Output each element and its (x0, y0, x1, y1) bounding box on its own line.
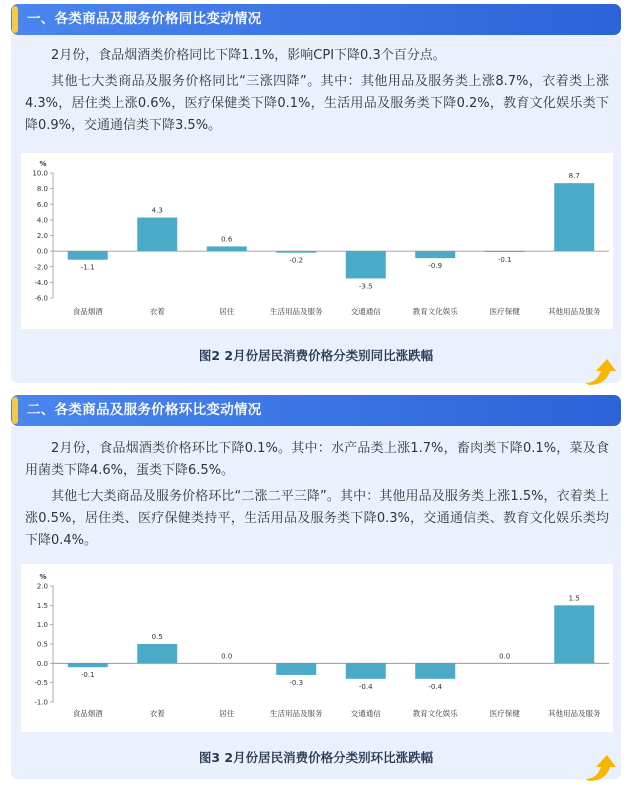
chart-yoy (21, 153, 613, 329)
chart-caption: 图2 2月份居民消费价格分类别同比涨跌幅 (198, 348, 434, 363)
bar (415, 251, 455, 258)
section-header (11, 4, 621, 35)
data-label: -0.4 (358, 682, 373, 691)
data-label: 0.5 (151, 633, 163, 641)
y-axis-unit: % (39, 160, 47, 168)
bar (68, 663, 108, 667)
category-label: 生活用品及服务 (270, 709, 323, 718)
data-label: -3.5 (358, 282, 373, 291)
y-axis-unit: % (39, 573, 47, 581)
data-label: 8.7 (568, 172, 580, 181)
data-label: -1.1 (80, 263, 95, 272)
y-tick-label: 4.0 (36, 216, 48, 225)
section-yoy (11, 4, 621, 383)
y-tick-label: 2.0 (36, 582, 48, 591)
arrow-up-icon (583, 357, 617, 387)
category-label: 居住 (219, 307, 235, 316)
chart-mom-svg (21, 564, 613, 732)
y-tick-label: -1.0 (34, 698, 48, 707)
paragraph: 其他七大类商品及服务价格环比“二涨二平三降”。其中：其他用品及服务类上涨1.5%，衣着类上涨0.5%，居住类、医疗保健类持平，生活用品及服务类下降0.3%，交通通信类、教育文化娱乐类均下降0.4%。 (25, 489, 609, 548)
bar (346, 663, 386, 678)
y-tick-label: 1.5 (36, 601, 48, 610)
y-tick-label: -0.5 (34, 679, 48, 688)
section-title: 一、各类商品及服务价格同比变动情况 (27, 11, 262, 27)
chart-mom (21, 564, 613, 732)
bar (415, 663, 455, 678)
data-label: -0.3 (289, 678, 304, 687)
section-card (11, 35, 621, 383)
data-label: -0.1 (80, 671, 95, 680)
y-tick-label: 10.0 (32, 169, 48, 178)
category-label: 其他用品及服务 (548, 307, 601, 316)
y-tick-label: -6.0 (34, 294, 48, 303)
data-label: 4.3 (151, 206, 163, 215)
y-tick-label: 0.5 (36, 640, 48, 649)
y-tick-label: 0.0 (36, 659, 48, 668)
category-label: 食品烟酒 (72, 709, 103, 718)
category-label: 其他用品及服务 (548, 709, 601, 718)
category-label: 衣着 (149, 709, 165, 718)
section-mom (11, 395, 621, 779)
arrow-up-icon (583, 753, 617, 783)
y-tick-label: -4.0 (34, 278, 48, 287)
y-tick-label: 1.0 (36, 621, 48, 630)
bar (137, 218, 177, 252)
category-label: 交通通信 (350, 307, 381, 316)
section-title: 二、各类商品及服务价格环比变动情况 (27, 402, 262, 418)
data-label: -0.1 (497, 255, 512, 264)
paragraph: 2月份，食品烟酒类价格环比下降0.1%。其中：水产品类上涨1.7%，畜肉类下降0.1%，菜及食用菌类下降4.6%，蛋类下降6.5%。 (25, 441, 609, 478)
section-header (11, 395, 621, 426)
bar (68, 251, 108, 260)
header-accent-bar (12, 6, 18, 33)
category-label: 教育文化娱乐 (412, 307, 458, 316)
y-tick-label: -2.0 (34, 263, 48, 272)
category-label: 居住 (219, 709, 235, 718)
data-label: 0.6 (221, 235, 233, 244)
bar (207, 246, 247, 251)
category-label: 医疗保健 (489, 709, 520, 718)
section-card (11, 426, 621, 779)
bar (276, 663, 316, 675)
category-label: 交通通信 (350, 709, 381, 718)
y-tick-label: 2.0 (36, 232, 48, 240)
bar (346, 251, 386, 278)
chart-caption: 图3 2月份居民消费价格分类别环比涨跌幅 (198, 750, 434, 765)
category-label: 医疗保健 (489, 307, 520, 316)
data-label: 0.0 (221, 652, 233, 661)
y-tick-label: 8.0 (36, 185, 48, 194)
category-label: 生活用品及服务 (270, 307, 323, 316)
category-label: 教育文化娱乐 (412, 709, 458, 718)
data-label: -0.9 (428, 262, 443, 271)
chart-yoy-svg (21, 153, 613, 329)
category-label: 食品烟酒 (72, 307, 103, 316)
bar (554, 183, 594, 251)
category-label: 衣着 (149, 307, 165, 316)
data-label: 1.5 (568, 594, 580, 603)
header-accent-bar (12, 397, 18, 424)
bar (276, 251, 316, 253)
y-tick-label: 0.0 (36, 247, 48, 256)
y-tick-label: 6.0 (36, 200, 48, 209)
bar (554, 605, 594, 663)
data-label: -0.2 (289, 256, 304, 265)
bar (137, 644, 177, 663)
paragraph: 其他七大类商品及服务价格同比“三涨四降”。其中：其他用品及服务类上涨8.7%，衣着类上涨4.3%，居住类上涨0.6%，医疗保健类下降0.1%，生活用品及服务类下降0.2%，教育文化娱乐类下降0.9%，交通通信类下降3.5%。 (25, 74, 609, 133)
paragraph: 2月份，食品烟酒类价格同比下降1.1%，影响CPI下降0.3个百分点。 (51, 48, 446, 63)
data-label: -0.4 (428, 682, 443, 691)
bar (485, 251, 525, 252)
data-label: 0.0 (499, 652, 511, 661)
